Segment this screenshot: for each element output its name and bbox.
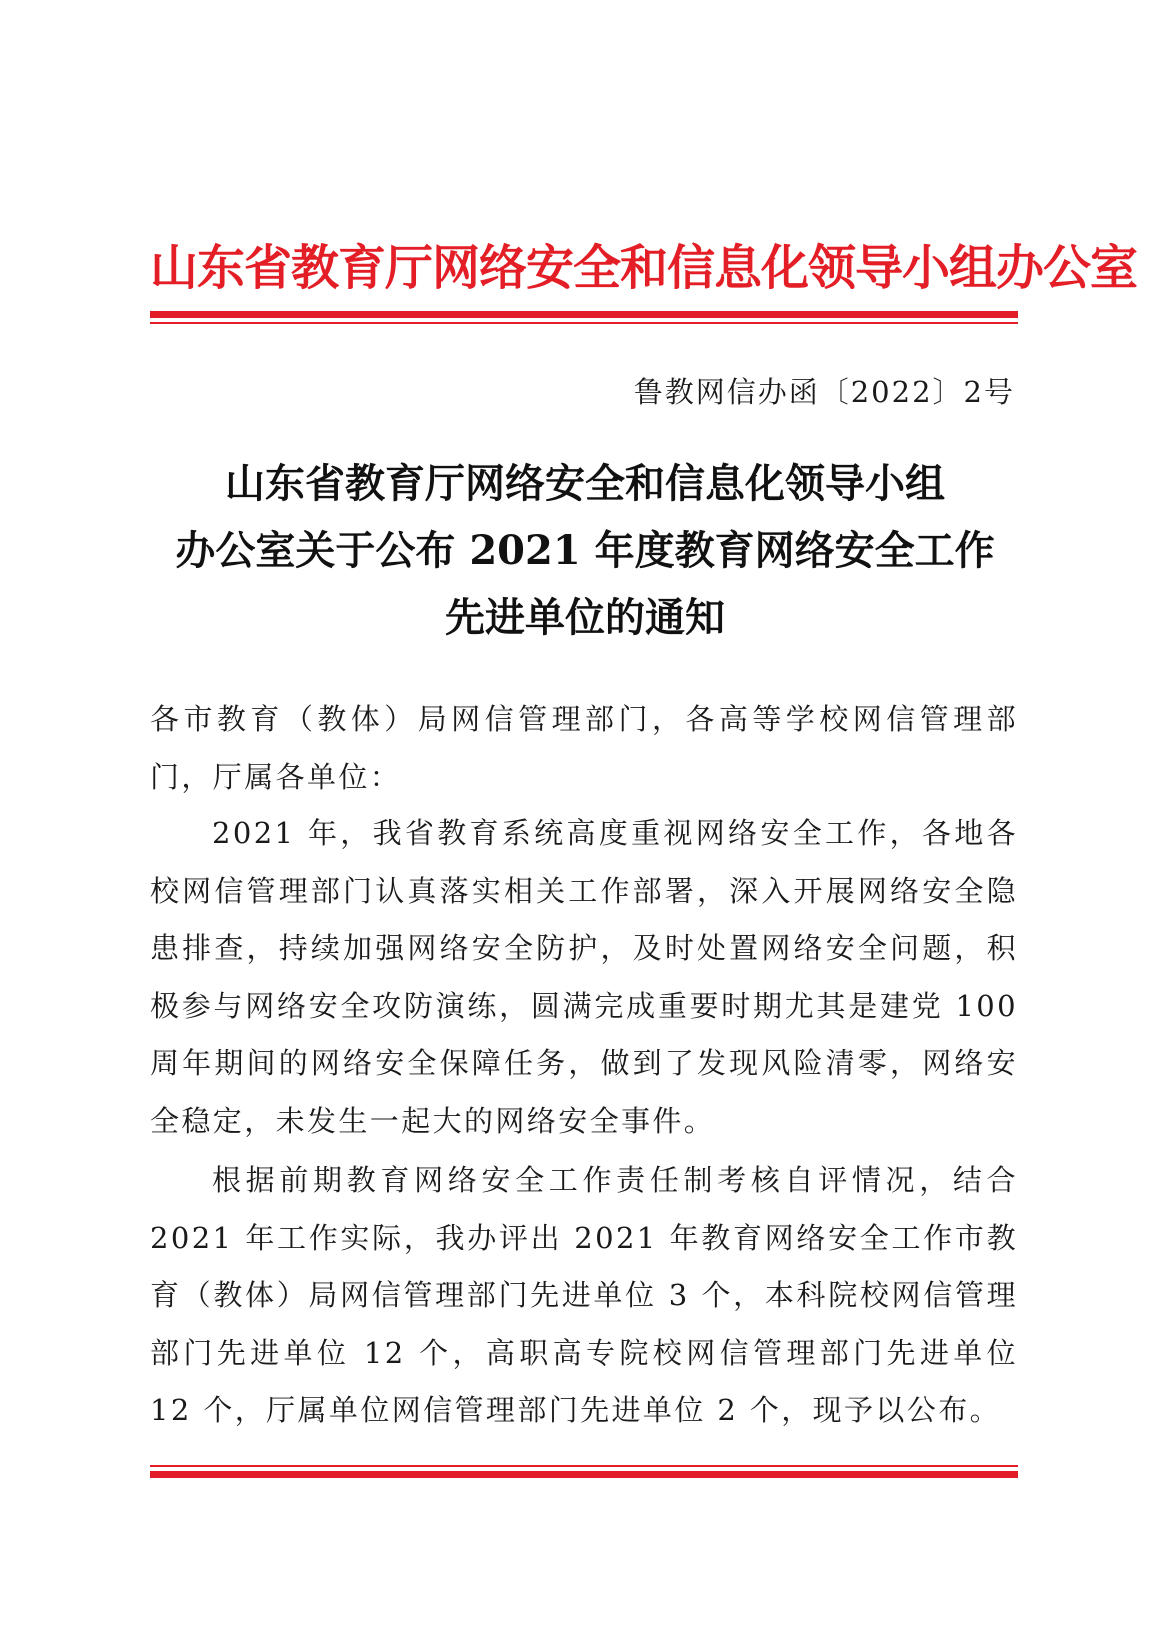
header-red-rule-thin bbox=[150, 322, 1018, 324]
document-number: 鲁教网信办函〔2022〕2号 bbox=[633, 375, 1015, 409]
footer-red-rule-thick bbox=[150, 1471, 1018, 1478]
document-title bbox=[140, 450, 1030, 651]
paragraph-2: 根据前期教育网络安全工作责任制考核自评情况，结合 2021 年工作实际，我办评出 2021 年教育网络安全工作市教育（教体）局网信管理部门先进单位 3 个，本科院校网信管理部门先进单位 12 个，高职高专院校网信管理部门先进单位 12 个，厅属单位网信管理部门先进单位 2 个，现予以公布。 bbox=[150, 1163, 1018, 1427]
header-red-rule-thick bbox=[150, 311, 1018, 318]
title-line-2: 办公室关于公布 2021 年度教育网络安全工作 bbox=[175, 527, 995, 574]
issuing-organization-header: 山东省教育厅网络安全和信息化领导小组办公室 bbox=[150, 240, 1138, 296]
paragraph-1: 2021 年，我省教育系统高度重视网络安全工作，各地各校网信管理部门认真落实相关工作部署，深入开展网络安全隐患排查，持续加强网络安全防护，及时处置网络安全问题，积极参与网络安全攻防演练，圆满完成重要时期尤其是建党 100 周年期间的网络安全保障任务，做到了发现风险清零，网络安全稳定，未发生一起大的网络安全事件。 bbox=[150, 816, 1018, 1138]
title-line-1: 山东省教育厅网络安全和信息化领导小组 bbox=[225, 460, 945, 507]
footer-red-rule-thin bbox=[150, 1465, 1018, 1467]
title-line-3: 先进单位的通知 bbox=[445, 594, 725, 641]
salutation: 各市教育（教体）局网信管理部门，各高等学校网信管理部门，厅属各单位： bbox=[150, 702, 1018, 794]
